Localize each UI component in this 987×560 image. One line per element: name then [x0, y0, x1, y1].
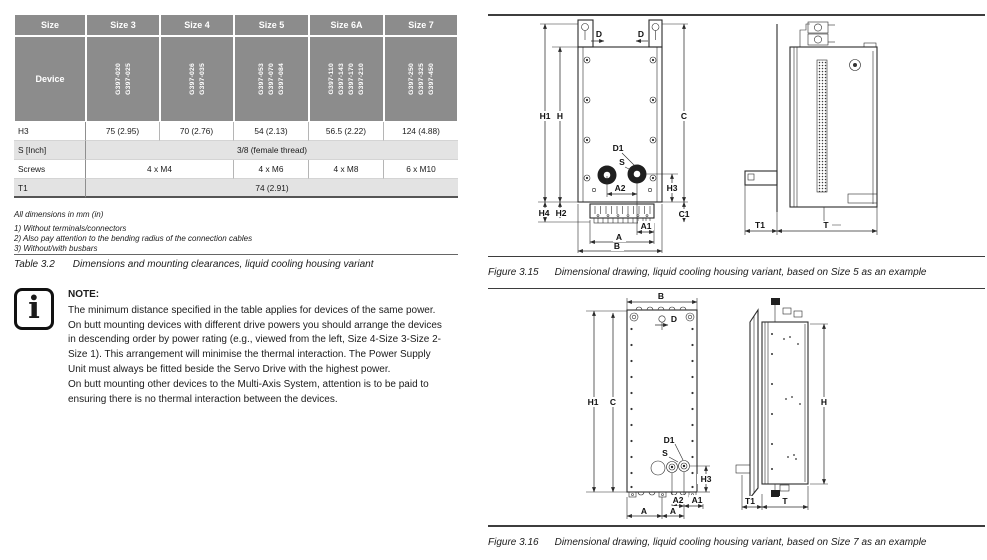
fig1-dim-a: A: [615, 232, 623, 242]
fig1-dim-h2: H2: [555, 208, 567, 218]
table-caption-text: Dimensions and mounting clearances, liquid cooling housing variant: [72, 259, 374, 270]
device-code: G397-026: [188, 63, 196, 95]
row-label-h3: H3: [14, 122, 86, 141]
cell-screws-size7: 6 x M10: [384, 160, 458, 179]
cell-h3-size3: 75 (2.95): [86, 122, 160, 141]
fig2-dim-c: C: [609, 397, 617, 407]
fig1-dim-h1: H1: [539, 111, 551, 121]
device-row-label: Device: [14, 36, 86, 122]
table-header-size3: Size 3: [86, 14, 160, 36]
table-header-size6a: Size 6A: [309, 14, 384, 36]
footnote-2: 2) Also pay attention to the bending radius of the connection cables: [14, 234, 253, 243]
fig2-dim-t1: T1: [745, 496, 755, 506]
figure-caption-text: Dimensional drawing, liquid cooling housing variant, based on Size 7 as an example: [554, 537, 927, 548]
fig1-dim-t1: T1: [755, 220, 765, 230]
row-label-screws: Screws: [14, 160, 86, 179]
cell-h3-size6a: 56.5 (2.22): [309, 122, 384, 141]
fig2-dim-d: D: [670, 314, 678, 324]
device-code: G397-143: [338, 63, 345, 95]
dimension-note: All dimensions in mm (in): [14, 210, 104, 219]
note-box: [14, 288, 460, 407]
fig2-dim-h3: H3: [700, 474, 712, 484]
device-codes-size7: [384, 36, 458, 122]
figure-caption-label: Figure 3.15: [488, 267, 539, 278]
table-caption: [14, 259, 374, 270]
fig1-dim-b: B: [613, 241, 621, 251]
left-column: [14, 14, 460, 270]
device-codes-size3: [86, 36, 160, 122]
table-caption-label: Table 3.2: [14, 259, 55, 270]
device-code: G397-035: [198, 63, 206, 95]
device-code: G397-210: [358, 63, 365, 95]
info-icon: i: [14, 288, 54, 330]
fig2-dim-h: H: [820, 397, 828, 407]
figure-3-16-drawing: [488, 289, 985, 527]
fig1-dim-h3: H3: [666, 183, 678, 193]
table-caption-rule: [14, 254, 458, 255]
fig2-dim-s: S: [662, 448, 668, 458]
figure-3-16-caption: [488, 537, 985, 548]
fig1-dim-a2: A2: [614, 183, 626, 193]
device-code: G397-110: [328, 63, 335, 95]
fig2-dim-h1: H1: [587, 397, 599, 407]
figure-3-16-panel: [488, 288, 985, 548]
fig1-dim-t: T: [823, 220, 829, 230]
note-text: [68, 288, 446, 407]
row-label-s: S [Inch]: [14, 141, 86, 160]
table-header-size4: Size 4: [160, 14, 234, 36]
fig2-dim-a1: A1: [691, 495, 703, 505]
fig1-dim-h4: H4: [538, 208, 550, 218]
note-paragraph-1: The minimum distance specified in the table applies for devices of the same power. On butt mounting devices with different drive powers you should arrange the devices in descending order by power rating (e.g., viewed from the left, Size 4-Size 3-Size 2-Size 1). This arrangement will minimise the thermal interaction. The Power Supply Unit must always be fitted beside the Servo Drive with the highest power.: [68, 304, 442, 375]
footnote-1: 1) Without terminals/connectors: [14, 224, 127, 233]
row-label-t1: T1: [14, 179, 86, 198]
table-header-size: Size: [14, 14, 86, 36]
fig1-dim-d-right: D: [637, 29, 645, 39]
cell-screws-size6a: 4 x M8: [309, 160, 384, 179]
fig2-dim-a-right: A: [669, 506, 677, 516]
table-header-size7: Size 7: [384, 14, 458, 36]
cell-screws-size3-4: 4 x M4: [86, 160, 234, 179]
fig1-dim-s: S: [619, 157, 625, 167]
fig2-dim-a2: A2: [672, 495, 684, 505]
dimensions-table: [14, 14, 458, 198]
device-code: G397-084: [278, 63, 285, 95]
table-header-size5: Size 5: [234, 14, 309, 36]
note-title: NOTE:: [68, 289, 100, 300]
device-code: G397-053: [258, 63, 265, 95]
fig2-dim-d1: D1: [663, 435, 675, 445]
device-codes-size6a: [309, 36, 384, 122]
cell-h3-size4: 70 (2.76): [160, 122, 234, 141]
footnote-3: 3) Without/with busbars: [14, 244, 98, 253]
fig1-dim-d1: D1: [612, 143, 624, 153]
cell-screws-size5: 4 x M6: [234, 160, 309, 179]
fig1-dim-c1: C1: [678, 209, 690, 219]
device-code: G397-020: [114, 63, 122, 95]
figure-3-15-panel: [488, 14, 985, 278]
cell-h3-size7: 124 (4.88): [384, 122, 458, 141]
fig2-dim-t: T: [782, 496, 788, 506]
device-codes-size4: [160, 36, 234, 122]
fig2-dim-a-left: A: [640, 506, 648, 516]
device-code: G397-325: [417, 63, 425, 95]
fig1-dim-a1: A1: [640, 221, 652, 231]
cell-t1-all: 74 (2.91): [86, 179, 458, 198]
figure-caption-label: Figure 3.16: [488, 537, 539, 548]
device-code: G397-070: [268, 63, 275, 95]
device-code: G397-025: [124, 63, 132, 95]
cell-s-all: 3/8 (female thread): [86, 141, 458, 160]
figure-3-15-caption: [488, 267, 985, 278]
device-code: G397-170: [348, 63, 355, 95]
table-footnotes: [14, 210, 458, 254]
figure-caption-text: Dimensional drawing, liquid cooling housing variant, based on Size 5 as an example: [554, 267, 927, 278]
cell-h3-size5: 54 (2.13): [234, 122, 309, 141]
device-code: G397-450: [427, 63, 435, 95]
device-code: G397-250: [407, 63, 415, 95]
fig1-dim-c: C: [680, 111, 688, 121]
fig2-dim-b: B: [657, 291, 665, 301]
note-paragraph-2: On butt mounting other devices to the Multi-Axis System, attention is to be paid to ensuring there is no thermal interaction between the devices.: [68, 378, 429, 405]
figure-3-15-drawing: [488, 16, 985, 257]
device-codes-size5: [234, 36, 309, 122]
fig1-dim-h: H: [556, 111, 564, 121]
fig1-dim-d-left: D: [595, 29, 603, 39]
